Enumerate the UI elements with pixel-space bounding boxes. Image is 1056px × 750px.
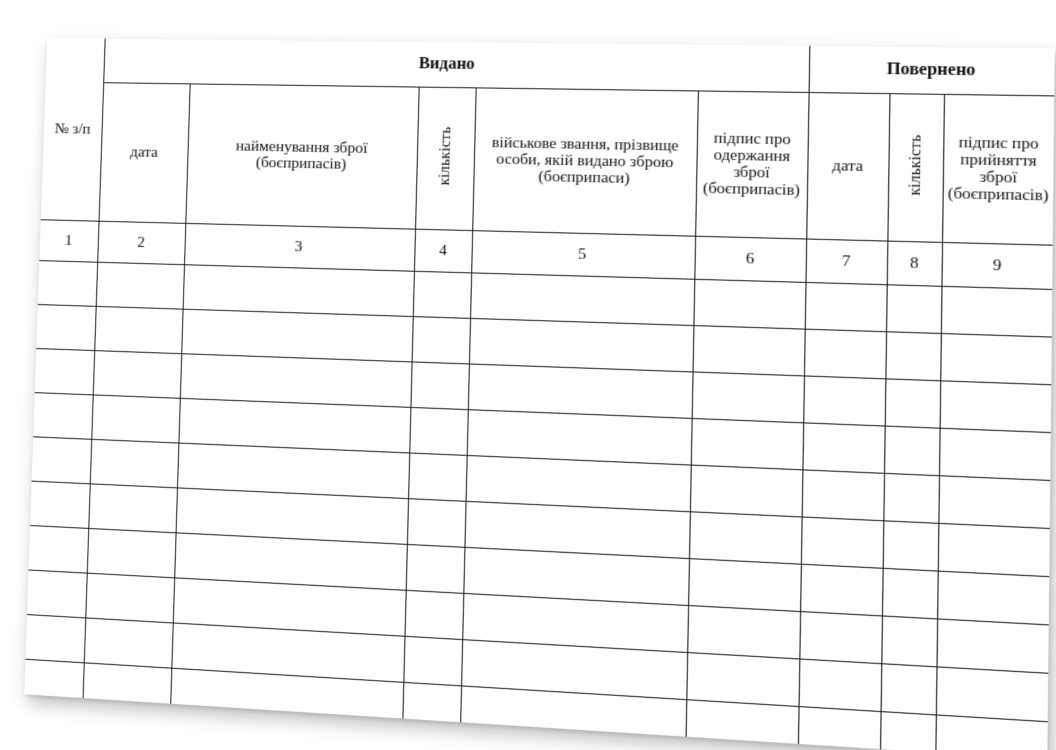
ledger-cell [802,470,884,521]
ledger-cell [693,279,805,329]
ledger-cell [800,564,883,616]
ledger-cell [27,570,87,618]
ledger-cell [881,616,937,667]
ledger-cell [93,351,181,399]
ledger-cell [687,605,800,658]
ledger-cell [803,376,885,426]
ledger-cell [32,437,92,484]
ledger-cell [403,636,462,686]
ledger-body [24,261,1052,750]
column-number: 9 [941,242,1052,289]
ledger-cell [936,667,1048,722]
header-returned-label: Повернено [886,60,976,80]
ledger-cell [938,523,1050,576]
header-weapon-name-label: найменування зброї (боєприпасів) [235,138,368,173]
header-recipient [472,88,698,236]
header-returned-quantity-label: кількість [906,135,926,197]
header-issued-date [99,83,190,224]
ledger-cell [886,285,941,334]
ledger-cell [409,407,468,455]
header-returned-quantity [887,94,944,243]
ledger-cell [798,659,881,712]
header-returned-date-label: дата [832,157,864,176]
ledger-cell [883,473,939,523]
ledger-cell [36,304,95,350]
ledger-cell [686,653,799,707]
ledger-cell [25,615,85,663]
header-receipt-signature [695,91,808,239]
column-number: 4 [414,229,472,273]
ledger-cell [407,499,466,548]
ledger-cell [412,317,470,364]
ledger-cell [413,271,471,318]
ledger-cell [692,326,804,376]
ledger-cell [96,262,184,309]
header-issued-quantity-label: кількість [436,127,455,187]
header-return-signature-label: підпис про прийняття зброї (боєприпасів) [947,134,1049,205]
weapons-issue-ledger-table [24,38,1055,750]
header-row-number [41,38,105,221]
header-returned-date [806,92,889,241]
ledger-cell [688,559,801,612]
column-number: 6 [694,236,806,282]
ledger-cell [84,618,173,668]
ledger-cell [88,484,177,533]
ledger-cell [470,273,694,326]
column-number: 3 [184,223,415,271]
ledger-cell [805,282,887,331]
ledger-cell [689,512,802,564]
ledger-cell [938,476,1050,529]
ledger-cell [936,619,1048,673]
ledger-cell [940,381,1052,433]
ledger-sheet [24,38,1055,750]
ledger-cell [802,423,884,474]
ledger-cell [87,528,176,577]
ledger-cell [685,700,798,750]
ledger-cell [937,571,1049,625]
ledger-cell [798,707,881,750]
ledger-cell [94,306,182,353]
ledger-cell [183,265,414,317]
ledger-cell [940,333,1052,384]
header-issued-date-label: дата [130,144,159,161]
header-weapon-name [185,84,418,229]
ledger-cell [935,715,1048,750]
header-recipient-label: військове звання, прізвище особи, якій видано зброю (боєприпаси) [491,134,679,188]
header-issued-label: Видано [418,54,475,74]
ledger-cell [35,349,95,395]
ledger-cell [941,286,1052,337]
ledger-cell [82,663,171,714]
ledger-cell [882,568,938,619]
ledger-cell [801,517,883,568]
header-returned-group [809,46,1055,96]
ledger-cell [881,664,937,715]
ledger-cell [402,682,461,732]
header-receipt-signature-label: підпис про одержання зброї (боєприпасів) [702,130,801,200]
header-issued-quantity [415,87,476,231]
ledger-cell [30,481,90,528]
ledger-cell [29,525,89,573]
header-row-number-label: № з/п [54,120,91,138]
ledger-cell [880,712,936,750]
ledger-cell [90,439,179,488]
ledger-cell [408,453,467,501]
ledger-cell [406,544,465,593]
ledger-cell [885,332,940,381]
ledger-cell [804,329,886,379]
ledger-cell [91,395,180,443]
ledger-cell [33,393,93,440]
ledger-cell [404,590,463,639]
ledger-cell [85,573,174,623]
column-number: 8 [887,241,942,286]
ledger-cell [939,428,1051,480]
ledger-cell [799,612,882,664]
header-row-columns [41,82,1055,245]
ledger-cell [38,261,97,307]
header-return-signature [942,94,1054,245]
ledger-cell [410,362,469,410]
ledger-cell [884,426,940,476]
column-number: 2 [97,221,185,265]
ledger-cell [885,379,941,428]
column-number: 7 [805,239,887,285]
column-number: 1 [39,220,98,262]
ledger-cell [690,465,803,517]
column-number: 5 [471,231,695,280]
ledger-cell [883,521,939,571]
ledger-cell [691,418,803,469]
ledger-cell [692,372,804,423]
ledger-cell [469,318,693,372]
ledger-cell [24,659,84,708]
